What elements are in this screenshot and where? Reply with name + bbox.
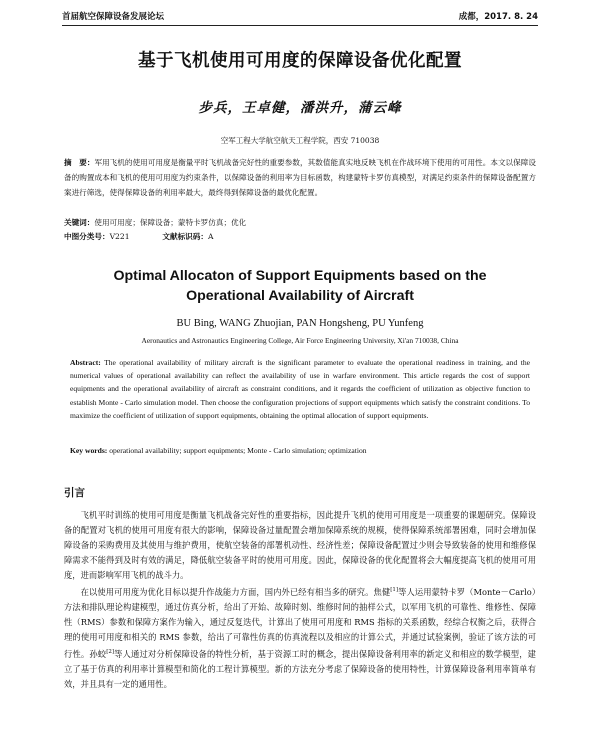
classification-code: V221 bbox=[109, 232, 130, 241]
body-paragraph-part: 在以使用可用度为优化目标以提升作战能力方面，国内外已经有相当多的研究。焦健 bbox=[80, 586, 391, 597]
affiliation-english: Aeronautics and Astronautics Engineering College, Air Force Engineering University, Xi'an 710038, China bbox=[141, 336, 459, 345]
body-text bbox=[64, 508, 536, 692]
abstract-chinese-text: 军用飞机的使用可用度是衡量平时飞机战备完好性的重要参数，其数值能真实地反映飞机在作战环境下使用的可用性。本文以保障设备的购置成本和飞机的使用可用度为约束条件，以保障设备的利用率为目标函数，构建蒙特卡罗仿真模型，对满足约束条件的保障设备配置方案进行筛选，使得保障设备的利用率最大，最终得到保障设备的最优化配置。 bbox=[64, 158, 536, 197]
keywords-english-label: Key words: bbox=[70, 446, 108, 455]
classification-label: 中图分类号： bbox=[64, 232, 110, 241]
section-heading-introduction: 引言 bbox=[64, 487, 85, 499]
location-date: 成都，2017. 8. 24 bbox=[458, 12, 538, 22]
abstract-chinese bbox=[64, 155, 536, 200]
keywords-english bbox=[70, 446, 530, 455]
keywords-chinese-label: 关键词： bbox=[64, 218, 95, 227]
abstract-chinese-label: 摘 要： bbox=[64, 158, 95, 167]
body-paragraph-part: 等人运用蒙特卡罗（Monte－Carlo）方法和排队理论构建模型，通过仿真分析，给出了开始、故障时刻、维修时间的抽样公式，以军用飞机的可靠性、维修性、保障性（RMS）参数和保障方案作为输入，通过反复迭代，计算出了使用可用度和 RMS 指标的关系函数，经综合权衡之后，获得合理的使用可用度和相关的 RMS 参数，给出了可靠性仿真的仿真流程以及相应的计算公式，并通过试验案例，验证了该方法的可行性。孙蛟 bbox=[64, 586, 536, 659]
abstract-english-text: The operational availability of military aircraft is the significant parameter to evaluate the operational readiness in training, and the numerical values of operational availability can reflect the availability of use in warfare environment. This article regards the cost of support equipments and the operational availability of aircraft as constraint conditions, and it regards the coefficient of utilization as objective function to establish Monte - Carlo simulation model. Then choose the configuration projections of support equipments which satisfy the constraint conditions. To maximize the coefficient of utilization of support equipments, obtaining the optimal allocation of support equipments. bbox=[70, 358, 531, 420]
keywords-chinese-text: 使用可用度；保障设备；蒙特卡罗仿真；优化 bbox=[94, 218, 247, 227]
title-english bbox=[62, 266, 538, 306]
journal-name: 首届航空保障设备发展论坛 bbox=[62, 12, 165, 22]
title-chinese: 基于飞机使用可用度的保障设备优化配置 bbox=[138, 51, 462, 71]
reference-citation[interactable]: [2] bbox=[106, 648, 114, 655]
authors-english: BU Bing, WANG Zhuojian, PAN Hongsheng, PU Yunfeng bbox=[176, 318, 424, 329]
title-english-line1: Optimal Allocaton of Support Equipments based on the bbox=[113, 268, 487, 284]
running-header bbox=[62, 10, 538, 24]
reference-citation[interactable]: [1] bbox=[390, 587, 399, 593]
body-paragraph bbox=[64, 583, 536, 692]
document-code: A bbox=[207, 232, 214, 241]
keywords-chinese bbox=[64, 217, 536, 228]
abstract-english-label: Abstract: bbox=[70, 358, 101, 367]
body-paragraph: 飞机平时训练的使用可用度是衡量飞机战备完好性的重要指标，因此提升飞机的使用可用度是一项重要的课题研究。保障设备的配置对飞机的使用可用度有很大的影响，保障设备过量配置会增加保障系统的规模，使得保障系统部署困难，同时会增加保障设备的采购费用及其使用与维护费用，使航空装备的部署机动性、经济性差；保障设备配置过少则会导致装备的使用和维修保障需求不能得到及时有效的满足，降低航空装备平时的使用可用度。因此，保障设备的优化配置将会大幅度提高飞机的使用可用度，进而影响军用飞机的战斗力。 bbox=[64, 510, 536, 580]
authors-chinese: 步兵，王卓健，潘洪升，蒲云峰 bbox=[198, 100, 402, 116]
affiliation-chinese: 空军工程大学航空航天工程学院，西安 710038 bbox=[220, 136, 380, 145]
header-rule bbox=[62, 25, 538, 26]
title-english-line2: Operational Availability of Aircraft bbox=[186, 288, 414, 304]
body-paragraph-part: 等人通过对分析保障设备的特性分析，基于资源工时的概念，提出保障设备利用率的新定义和相应的数学模型，建立了基于仿真的利用率计算模型和简化的工程计算模型。新的方法充分考虑了保障设备的使用特性，计算保障设备利用率简单有效，并且具有一定的通用性。 bbox=[64, 648, 536, 689]
abstract-english bbox=[70, 356, 530, 422]
keywords-english-text: operational availability; support equipments; Monte - Carlo simulation; optimization bbox=[109, 446, 367, 455]
document-code-label: 文献标识码： bbox=[162, 232, 208, 241]
classification-chinese bbox=[64, 231, 536, 242]
